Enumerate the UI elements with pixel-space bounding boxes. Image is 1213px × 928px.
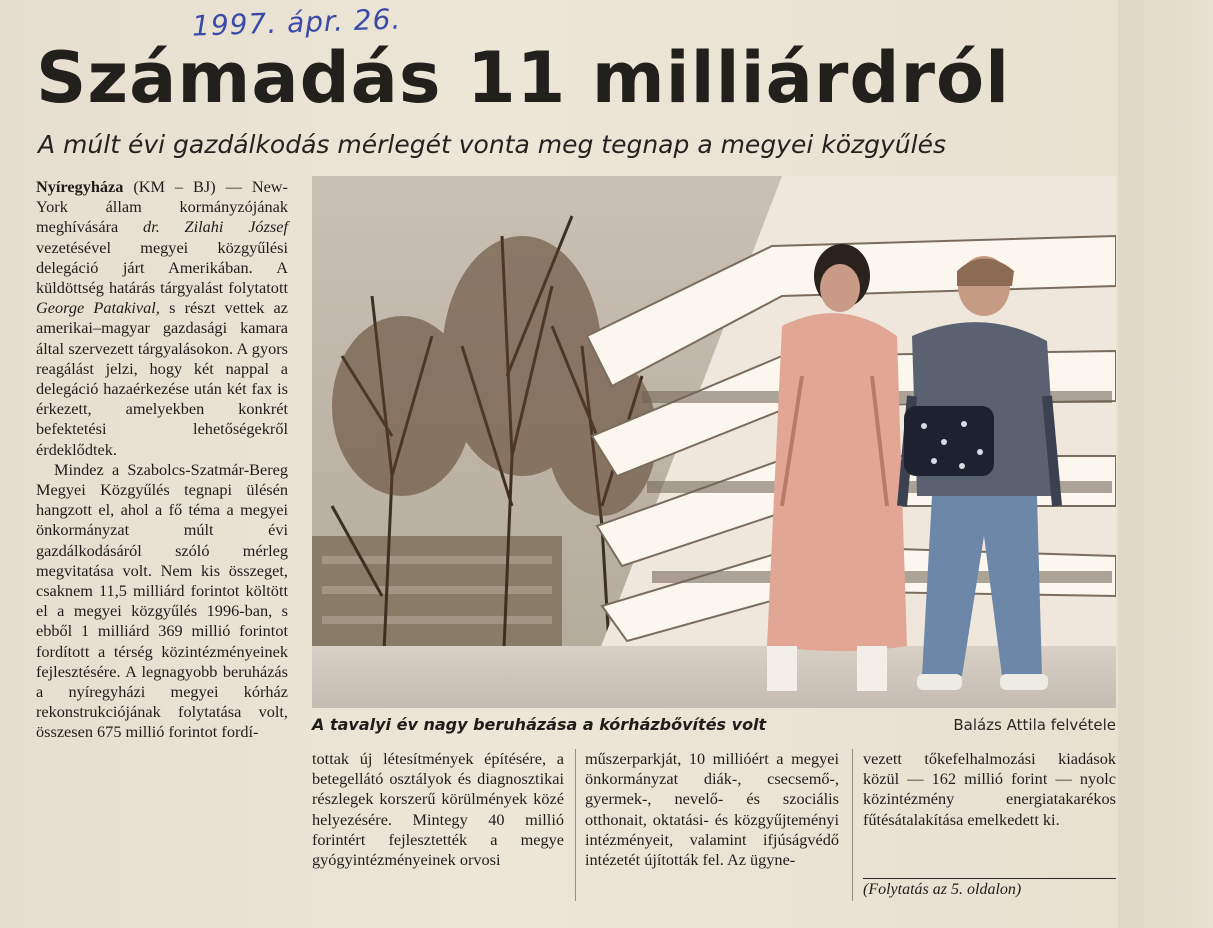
- article-column-4: vezett tőkefelhalmozási kiadások közül — 162 millió forint — nyolc közintézmény energiatakarékos fűtésátalakítása emelkedett ki.: [863, 749, 1116, 829]
- column-divider: [852, 749, 853, 901]
- person-name-1: dr. Zilahi József: [143, 217, 288, 237]
- handwritten-date: 1997. ápr. 26.: [191, 2, 402, 43]
- paragraph-2: Mindez a Szabolcs-Szatmár-Bereg Megyei Közgyűlés tegnapi ülésén hangzott el, ahol a fő téma a megyei önkormányzat múlt évi gazdálkodásáról szóló mérleg megvitatása volt. Nem kis összeget, csaknem 11,5 milliárd forintot költött el a megyei közgyűlés 1996-ban, s ebből 1 milliárd 369 millió forintot fordított a térség közintézményeinek fejlesztésére. A legnagyobb beruházás a nyíregyházi megyei kórház rekonstrukciójának folytatása volt, összesen 675 millió forintot fordí-: [36, 459, 288, 742]
- photo-caption: A tavalyi év nagy beruházása a kórházbővítés volt: [312, 715, 767, 734]
- headline: Számadás 11 milliárdról: [36, 37, 1011, 119]
- lead-source: (KM – BJ) —: [133, 177, 242, 196]
- article-column-2: tottak új létesítmények építésére, a betegellátó osztályok és diagnosztikai részlegek korszerű körülmények közé helyezésére. Mintegy 40 millió forintért fejlesztették a megye gyógyintézményeinek orvosi: [312, 749, 564, 870]
- article-column-1: [36, 177, 288, 743]
- article-column-3: műszerparkját, 10 millióért a megyei önkormányzat diák-, csecsemő-, gyermek-, nevelő- és szociális otthonait, oktatási- és közgyűjteményi intézményeit, valamint ifjúságvédő intézetét újították fel. Az ügyne-: [585, 749, 839, 870]
- continued-note: (Folytatás az 5. oldalon): [863, 878, 1116, 899]
- hospital-photo: [312, 176, 1116, 708]
- column-divider: [575, 749, 576, 901]
- person-name-2: George Patakival,: [36, 298, 160, 318]
- paragraph-1-c: s részt vettek az amerikai–magyar gazdasági kamara által szervezett tárgyalásokon. A gyors reagálást jelzi, hogy két nappal a delegáció hazaérkezése után két fax is érkezett, amelyekben konkrét befektetési lehetőségekről érdeklődtek.: [36, 298, 288, 459]
- lead-place: Nyíregyháza: [36, 177, 124, 196]
- subheadline: A múlt évi gazdálkodás mérlegét vonta meg tegnap a megyei közgyűlés: [38, 130, 947, 159]
- photo-caption-row: [312, 715, 1116, 739]
- paragraph-1-b: vezetésével megyei közgyűlési delegáció járt Amerikában. A küldöttség határás tárgyalást folytatott: [36, 237, 288, 298]
- adjacent-page-edge: [1118, 0, 1213, 928]
- paragraph-1-a: New-York állam kormányzójának meghívására: [36, 177, 288, 237]
- photo-credit: Balázs Attila felvétele: [953, 716, 1116, 734]
